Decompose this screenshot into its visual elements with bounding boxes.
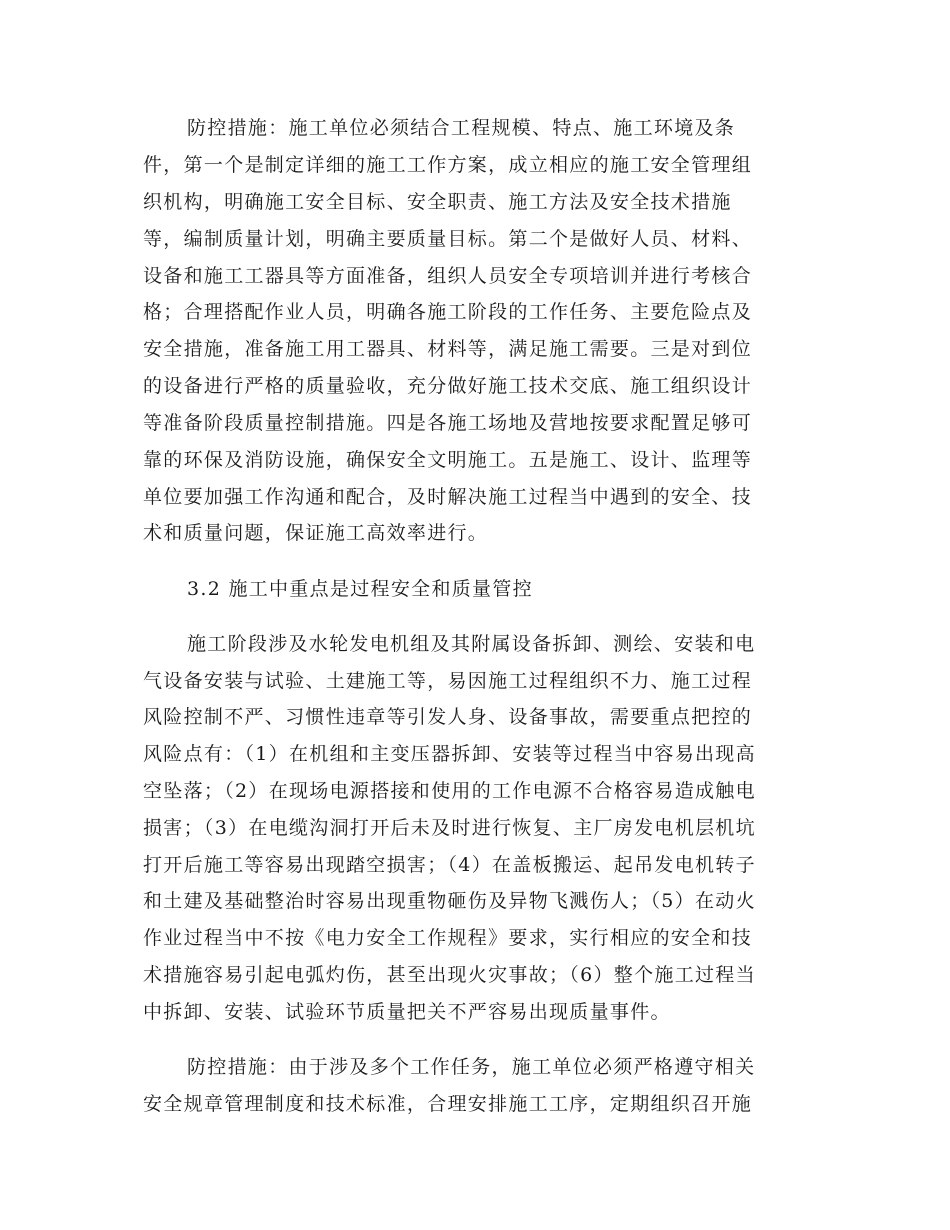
paragraph-3-line-1: 防控措施：由于涉及多个工作任务，施工单位必须严格遵守相关 [187,1056,756,1078]
paragraph-2-line-10: 术措施容易引起电弧灼伤，甚至出现火灾事故；（6）整个施工过程当 [143,964,756,986]
paragraph-2-line-8: 和土建及基础整治时容易出现重物砸伤及异物飞溅伤人；（5）在动火 [143,890,756,912]
paragraph-1-line-2: 件，第一个是制定详细的施工工作方案，成立相应的施工安全管理组 [143,154,753,176]
paragraph-1-line-12: 术和质量问题，保证施工高效率进行。 [143,522,489,544]
paragraph-3-line-2: 安全规章管理制度和技术标准，合理安排施工工序，定期组织召开施 [143,1093,753,1115]
paragraph-1-line-6: 格；合理搭配作业人员，明确各施工阶段的工作任务、主要危险点及 [143,301,753,323]
paragraph-1-line-1: 防控措施：施工单位必须结合工程规模、特点、施工环境及条 [187,117,736,139]
paragraph-2-line-5: 空坠落；（2）在现场电源搭接和使用的工作电源不合格容易造成触电 [143,780,756,802]
paragraph-1-line-5: 设备和施工工器具等方面准备，组织人员安全专项培训并进行考核合 [143,265,753,287]
paragraph-2-line-2: 气设备安装与试验、土建施工等，易因施工过程组织不力、施工过程 [143,670,753,692]
paragraph-2-line-9: 作业过程当中不按《电力安全工作规程》要求，实行相应的安全和技 [143,927,753,949]
paragraph-1-line-3: 织机构，明确施工安全目标、安全职责、施工方法及安全技术措施 [143,191,732,213]
paragraph-2-line-7: 打开后施工等容易出现踏空损害；（4）在盖板搬运、起吊发电机转子 [143,854,756,876]
paragraph-1-line-7: 安全措施，准备施工用工器具、材料等，满足施工需要。三是对到位 [143,338,753,360]
paragraph-1-line-9: 等准备阶段质量控制措施。四是各施工场地及营地按要求配置足够可 [143,412,753,434]
paragraph-2-line-4: 风险点有：（1）在机组和主变压器拆卸、安装等过程当中容易出现高 [143,743,756,765]
paragraph-2-line-6: 损害；（3）在电缆沟洞打开后未及时进行恢复、主厂房发电机层机坑 [143,817,756,839]
paragraph-1-line-11: 单位要加强工作沟通和配合，及时解决施工过程当中遇到的安全、技 [143,486,753,508]
paragraph-2-line-11: 中拆卸、安装、试验环节质量把关不严容易出现质量事件。 [143,1001,671,1023]
paragraph-1-line-4: 等，编制质量计划，明确主要质量目标。第二个是做好人员、材料、 [143,228,753,250]
section-heading: 3.2 施工中重点是过程安全和质量管控 [187,578,533,600]
paragraph-1-line-10: 靠的环保及消防设施，确保安全文明施工。五是施工、设计、监理等 [143,449,753,471]
paragraph-2-line-1: 施工阶段涉及水轮发电机组及其附属设备拆卸、测绘、安装和电 [187,633,756,655]
paragraph-1-line-8: 的设备进行严格的质量验收，充分做好施工技术交底、施工组织设计 [143,375,753,397]
paragraph-2-line-3: 风险控制不严、习惯性违章等引发人身、设备事故，需要重点把控的 [143,706,753,728]
